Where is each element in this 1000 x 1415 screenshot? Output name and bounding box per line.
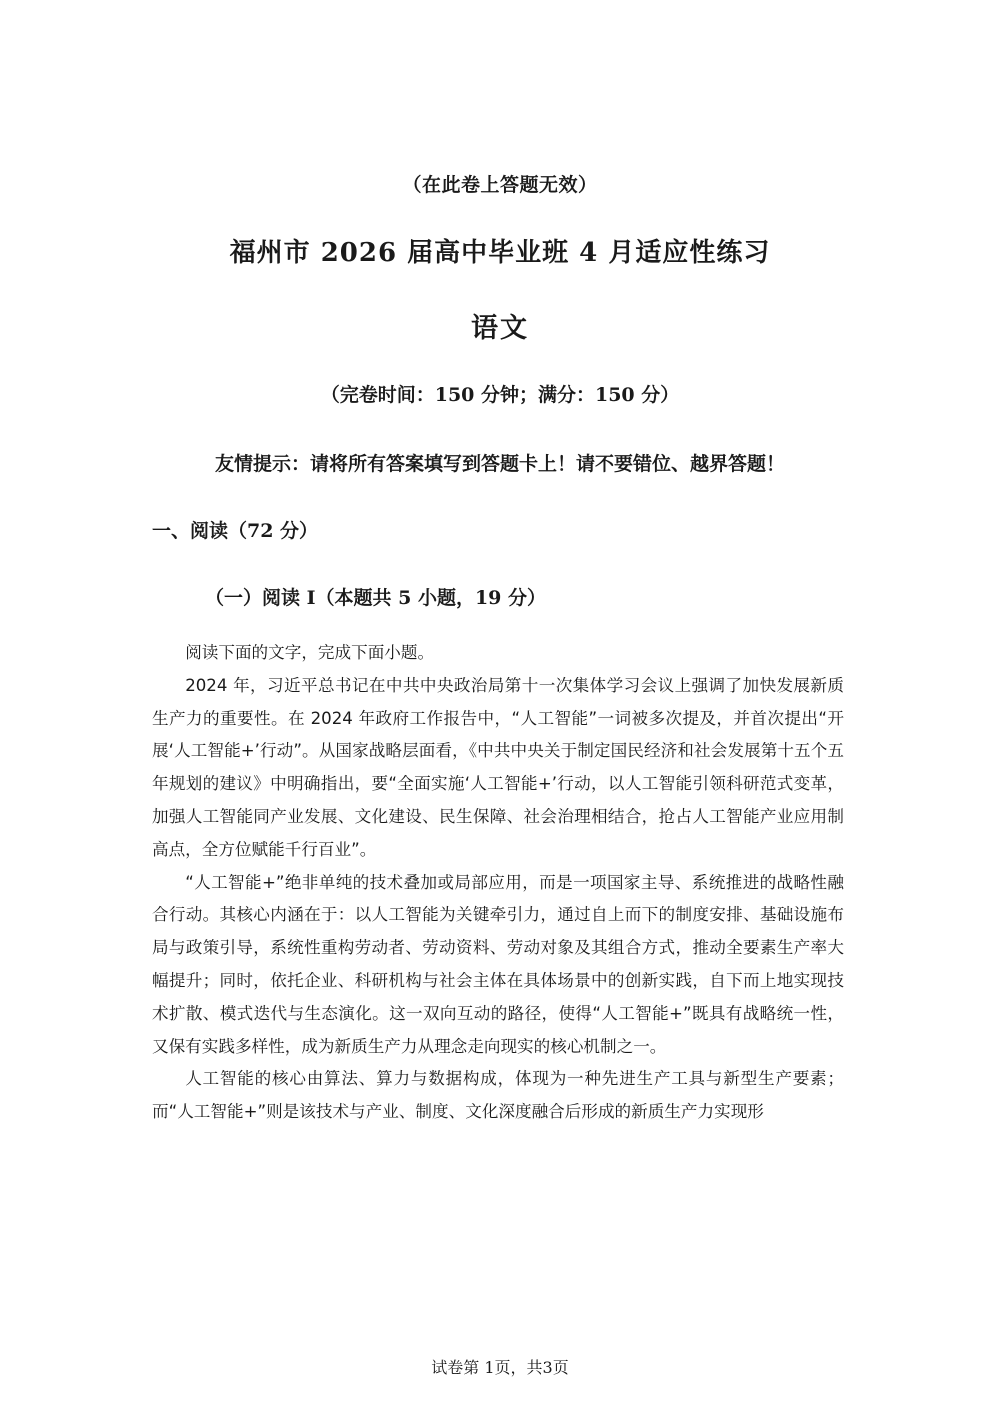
subject-title: 语文 [471,313,529,344]
subsection-heading: （一）阅读 I（本题共 5 小题，19 分） [205,587,547,609]
exam-title: 福州市 2026 届高中毕业班 4 月适应性练习 [229,238,771,268]
instruction-paragraph: 阅读下面的文字，完成下面小题。 [185,643,435,662]
reading-passage [152,637,844,1129]
exam-timing: （完卷时间：150 分钟；满分：150 分） [320,384,680,406]
passage-paragraph: 2024 年，习近平总书记在中共中央政治局第十一次集体学习会议上强调了加快发展新质生产力的重要性。在 2024 年政府工作报告中，“人工智能”一词被多次提及，并首次提出“开展‘人工智能+’行动”。从国家战略层面看，《中共中央关于制定国民经济和社会发展第十五个五年规划的建议》中明确指出，要“全面实施‘人工智能+’行动，以人工智能引领科研范式变革，加强人工智能同产业发展、文化建设、民生保障、社会治理相结合，抢占人工智能产业应用制高点，全方位赋能千行百业”。 [152,675,844,859]
invalid-answer-notice: （在此卷上答题无效） [402,174,598,196]
passage-paragraph: “人工智能+”绝非单纯的技术叠加或局部应用，而是一项国家主导、系统推进的战略性融合行动。其核心内涵在于：以人工智能为关键牵引力，通过自上而下的制度安排、基础设施布局与政策引导，系统性重构劳动者、劳动资料、劳动对象及其组合方式，推动全要素生产率大幅提升；同时，依托企业、科研机构与社会主体在具体场景中的创新实践，自下而上地实现技术扩散、模式迭代与生态演化。这一双向互动的路径，使得“人工智能+”既具有战略统一性，又保有实践多样性，成为新质生产力从理念走向现实的核心机制之一。 [152,872,844,1056]
page-footer: 试卷第 1页，共3页 [431,1358,569,1377]
friendly-tip: 友情提示：请将所有答案填写到答题卡上！请不要错位、越界答题！ [214,453,785,475]
section-heading: 一、阅读（72 分） [152,520,319,542]
passage-paragraph: 人工智能的核心由算法、算力与数据构成，体现为一种先进生产工具与新型生产要素；而“人工智能+”则是该技术与产业、制度、文化深度融合后形成的新质生产力实现形 [152,1069,844,1122]
